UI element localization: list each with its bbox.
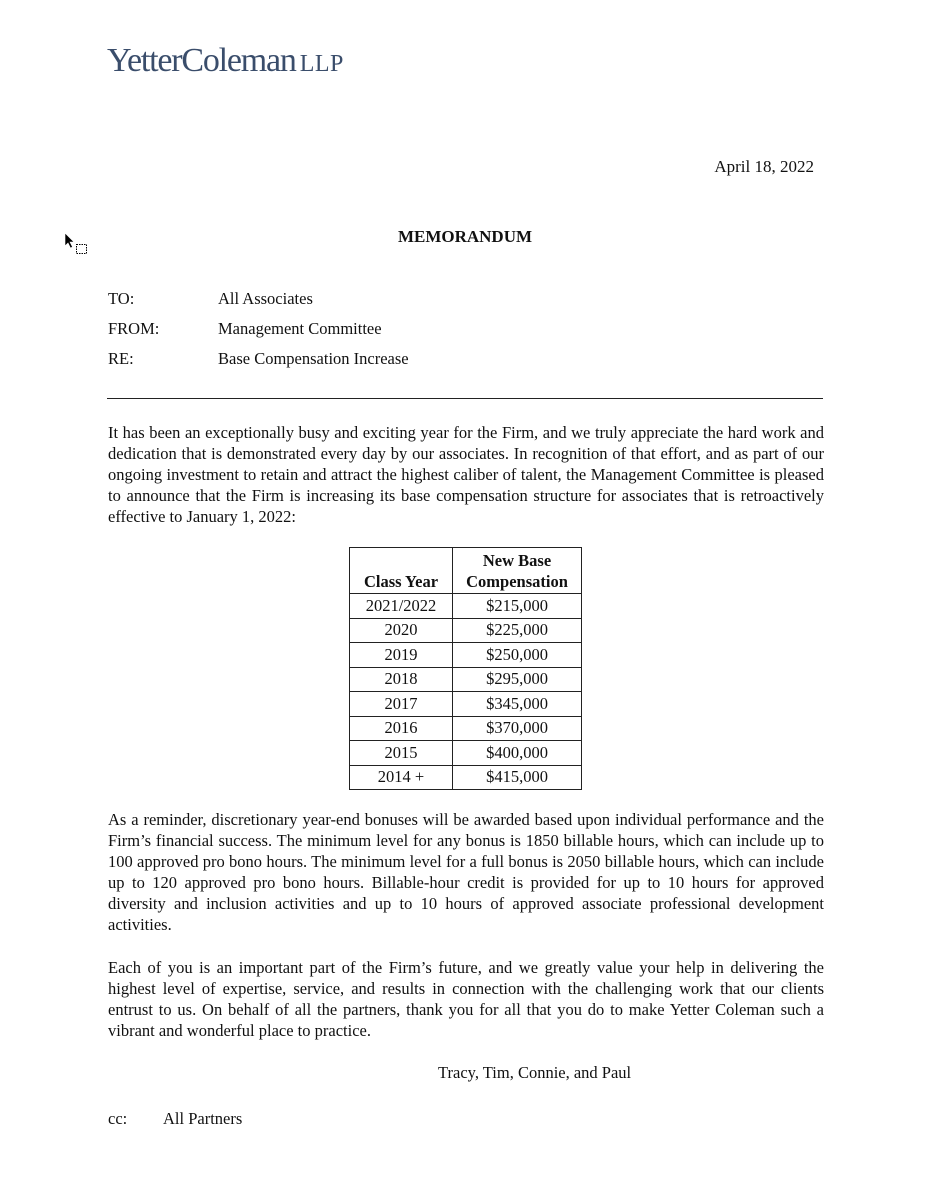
closing-paragraph: Each of you is an important part of the Firm’s future, and we greatly value your help in delivering the highest level of expertise, service, and results in connection with the challenging work that our clients entrust to us. On behalf of all the partners, thank you for all that you do to make Yetter Coleman such a vibrant and wonderful place to practice. — [108, 958, 824, 1040]
compensation-cell: $415,000 — [453, 765, 582, 790]
class-year-cell: 2021/2022 — [350, 594, 453, 619]
class-year-cell: 2014 + — [350, 765, 453, 790]
compensation-header-line2: Compensation — [466, 572, 568, 591]
table-row — [350, 741, 582, 766]
to-row — [108, 289, 313, 309]
class-year-cell: 2020 — [350, 618, 453, 643]
compensation-cell: $345,000 — [453, 692, 582, 717]
compensation-cell: $250,000 — [453, 643, 582, 668]
to-value: All Associates — [218, 289, 313, 308]
header-divider — [107, 398, 823, 399]
table-row — [350, 594, 582, 619]
compensation-cell: $215,000 — [453, 594, 582, 619]
compensation-cell: $370,000 — [453, 716, 582, 741]
memo-date: April 18, 2022 — [714, 157, 814, 176]
signature: Tracy, Tim, Connie, and Paul — [438, 1063, 632, 1082]
compensation-header — [453, 548, 582, 594]
table-row — [350, 667, 582, 692]
intro-paragraph: It has been an exceptionally busy and exciting year for the Firm, and we truly appreciate the hard work and dedication that is demonstrated every day by our associates. In recognition of that effort, and as part of our ongoing investment to retain and attract the highest caliber of talent, the Management Committee is pleased to announce that the Firm is increasing its base compensation structure for associates that is retroactively effective to January 1, 2022: — [108, 423, 824, 526]
to-label: TO: — [108, 289, 135, 308]
class-year-cell: 2019 — [350, 643, 453, 668]
table-row — [350, 618, 582, 643]
class-year-header: Class Year — [350, 548, 453, 594]
from-label: FROM: — [108, 319, 160, 338]
firm-name: YetterColeman — [107, 42, 296, 79]
table-row — [350, 765, 582, 790]
compensation-cell: $225,000 — [453, 618, 582, 643]
table-row — [350, 643, 582, 668]
cc-label: cc: — [108, 1109, 128, 1128]
re-value: Base Compensation Increase — [218, 349, 409, 368]
firm-suffix: LLP — [299, 51, 344, 77]
table-header-row — [350, 548, 582, 594]
table-row — [350, 692, 582, 717]
compensation-cell: $400,000 — [453, 741, 582, 766]
class-year-cell: 2018 — [350, 667, 453, 692]
bonus-paragraph: As a reminder, discretionary year-end bonuses will be awarded based upon individual performance and the Firm’s financial success. The minimum level for any bonus is 1850 billable hours, which can include up to 100 approved pro bono hours. The minimum level for a full bonus is 2050 billable hours, which can include up to 120 approved pro bono hours. Billable-hour credit is provided for up to 10 hours for approved diversity and inclusion activities and up to 10 hours of approved associate professional development activities. — [108, 810, 824, 934]
class-year-cell: 2017 — [350, 692, 453, 717]
table-row — [350, 716, 582, 741]
cc-line — [108, 1109, 242, 1129]
memo-title: MEMORANDUM — [397, 227, 533, 246]
class-year-cell: 2015 — [350, 741, 453, 766]
compensation-cell: $295,000 — [453, 667, 582, 692]
from-row — [108, 319, 382, 339]
re-label: RE: — [108, 349, 134, 368]
class-year-cell: 2016 — [350, 716, 453, 741]
firm-logo — [107, 42, 344, 80]
cc-value: All Partners — [163, 1109, 243, 1128]
compensation-table — [349, 547, 582, 790]
re-row — [108, 349, 409, 369]
compensation-header-line1: New Base — [482, 551, 552, 570]
from-value: Management Committee — [218, 319, 382, 338]
